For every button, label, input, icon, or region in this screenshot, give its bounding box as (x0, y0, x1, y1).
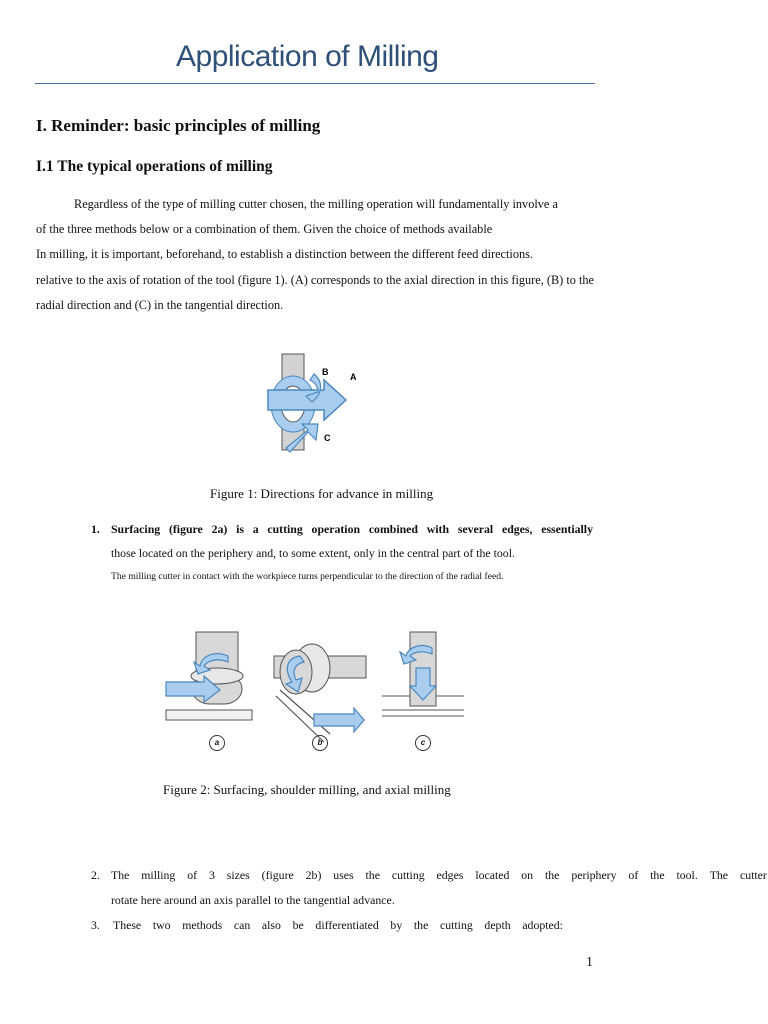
list-number: 2. (91, 868, 100, 882)
list-item-1-line-1 (111, 522, 593, 537)
word: sizes (226, 868, 250, 882)
word: two (152, 918, 171, 932)
word: The (709, 868, 729, 882)
word: cutting (439, 918, 473, 932)
word: cutting (391, 868, 425, 882)
word: Surfacing (111, 522, 161, 536)
list-item-2-line-2: rotate here around an axis parallel to the tangential advance. (111, 893, 395, 907)
list-number: 3. (91, 918, 100, 932)
word: uses (333, 868, 354, 882)
word: several (457, 522, 494, 536)
word: (figure (261, 868, 294, 882)
word: essentially (541, 522, 593, 536)
section-heading: I. Reminder: basic principles of milling (36, 116, 321, 135)
word: located (475, 868, 510, 882)
title-underline (35, 83, 595, 84)
figure-2b-label: b (312, 735, 328, 751)
list-item-2 (91, 868, 767, 883)
word: (figure (168, 522, 203, 536)
list-item-1 (91, 522, 593, 537)
word: the (544, 868, 560, 882)
word: a (252, 522, 259, 536)
word: the (365, 868, 380, 882)
list-item-3 (91, 918, 563, 933)
figure-2a-surfacing (166, 632, 252, 720)
word: These (113, 918, 142, 932)
list-item-2-line-1 (111, 868, 767, 883)
intro-paragraph (36, 192, 626, 318)
figure-2b-shoulder-milling (274, 644, 366, 742)
figure-2c-axial-milling (382, 632, 464, 716)
figure-2c-label: c (415, 735, 431, 751)
word: adopted: (522, 918, 563, 932)
subsection-heading: I.1 The typical operations of milling (36, 158, 273, 175)
word: milling (141, 868, 176, 882)
word: 2b) (305, 868, 322, 882)
word: combined (368, 522, 418, 536)
list-item-1-line-2: those located on the periphery and, to some extent, only in the central part of the tool. (111, 546, 515, 560)
word: of (628, 868, 639, 882)
word: with (426, 522, 450, 536)
paragraph-line: Regardless of the type of milling cutter chosen, the milling operation will fundamentally involve a (74, 197, 558, 211)
word: cutting (267, 522, 303, 536)
word: of (187, 868, 198, 882)
page-number: 1 (586, 955, 593, 970)
word: by (390, 918, 403, 932)
word: The (111, 868, 130, 882)
paragraph-line: of the three methods below or a combination of them. Given the choice of methods available (36, 222, 493, 237)
word: tool. (676, 868, 698, 882)
word: is (236, 522, 244, 536)
word: depth (484, 918, 511, 932)
label-c: C (324, 433, 331, 443)
paragraph-line: relative to the axis of rotation of the tool (figure 1). (A) corresponds to the axial direction in this figure, (B) to the (36, 272, 594, 287)
figure-2a-label: a (209, 735, 225, 751)
list-item-1-line-3: The milling cutter in contact with the workpiece turns perpendicular to the direction of the radial feed. (111, 571, 504, 582)
word: the (413, 918, 429, 932)
word: edges (436, 868, 464, 882)
figure-1-feed-directions-diagram (262, 352, 362, 454)
word: methods (182, 918, 223, 932)
paragraph-line: In milling, it is important, beforehand, to establish a distinction between the different feed directions. (36, 247, 533, 262)
word: cutter (739, 868, 767, 882)
page-title: Application of Milling (176, 40, 439, 73)
figure-1-caption: Figure 1: Directions for advance in milling (210, 486, 434, 501)
list-number: 1. (91, 522, 100, 536)
label-b: B (322, 367, 329, 377)
word: can (233, 918, 251, 932)
word: also (261, 918, 281, 932)
word: be (292, 918, 304, 932)
figure-2-caption: Figure 2: Surfacing, shoulder milling, and axial milling (163, 782, 451, 797)
word: differentiated (315, 918, 379, 932)
word: operation (311, 522, 361, 536)
word: edges, (501, 522, 533, 536)
list-item-3-line-1 (113, 918, 563, 933)
word: the (650, 868, 665, 882)
word: 3 (208, 868, 215, 882)
paragraph-line: radial direction and (C) in the tangential direction. (36, 297, 284, 312)
word: 2a) (211, 522, 228, 536)
label-a: A (350, 372, 357, 382)
word: on (521, 868, 534, 882)
word: periphery (571, 868, 617, 882)
